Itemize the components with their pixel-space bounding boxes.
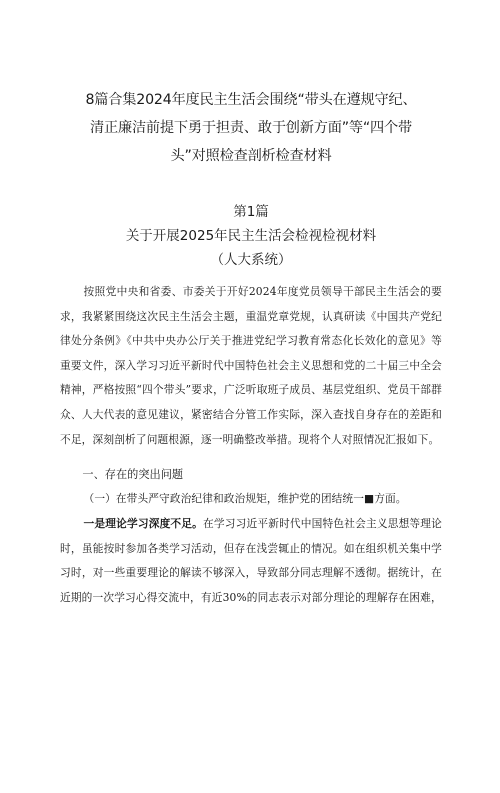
document-title [60, 86, 442, 170]
intro-paragraph: 按照党中央和省委、市委关于开好2024年度党员领导干部民主生活会的要求，我紧紧围绕这次民主生活会主题，重温党章党规，认真研读《中国共产党纪律处分条例》《中共中央办公厅关于推进党纪学习教育常态化长效化的意见》等重要文件，深入学习习近平新时代中国特色社会主义思想和党的二十届三中全会精神，严格按照“四个带头”要求，广泛听取班子成员、基层党组织、党员干部群众、人大代表的意见建议，紧密结合分管工作实际，深入查找自身存在的差距和不足，深刻剖析了问题根源，逐一明确整改举措。现将个人对照情况汇报如下。 [60, 285, 442, 446]
point-paragraph [60, 512, 442, 610]
title-line-1: 8篇合集2024年度民主生活会围绕“带头在遵规守纪、 [85, 92, 417, 108]
part-number: 第1篇 [233, 204, 269, 220]
section-heading: 一、存在的突出问题 [82, 467, 184, 481]
point-text: 在学习习近平新时代中国特色社会主义思想等理论时，虽能按时参加各类学习活动，但存在浅尝辄止的情况。如在组织机关集中学习时，对一些重要理论的解读不够深入，导致部分同志理解不透彻。据统计，在近期的一次学习心得交流中，有近30%的同志表示对部分理论的理解存在困难， [60, 517, 442, 604]
part-title: 关于开展2025年民主生活会检视检视材料 [125, 228, 377, 244]
sub-heading: （一）在带头严守政治纪律和政治规矩，维护党的团结统一■方面。 [83, 492, 407, 506]
part-subtitle: （人大系统） [210, 252, 292, 268]
title-line-3: 头”对照检查剖析检查材料 [170, 148, 332, 164]
title-line-2: 清正廉洁前提下勇于担责、敢于创新方面”等“四个带 [89, 120, 413, 136]
point-lead: 一是理论学习深度不足。 [83, 517, 204, 531]
document-page [0, 86, 500, 793]
part-heading [60, 200, 442, 272]
